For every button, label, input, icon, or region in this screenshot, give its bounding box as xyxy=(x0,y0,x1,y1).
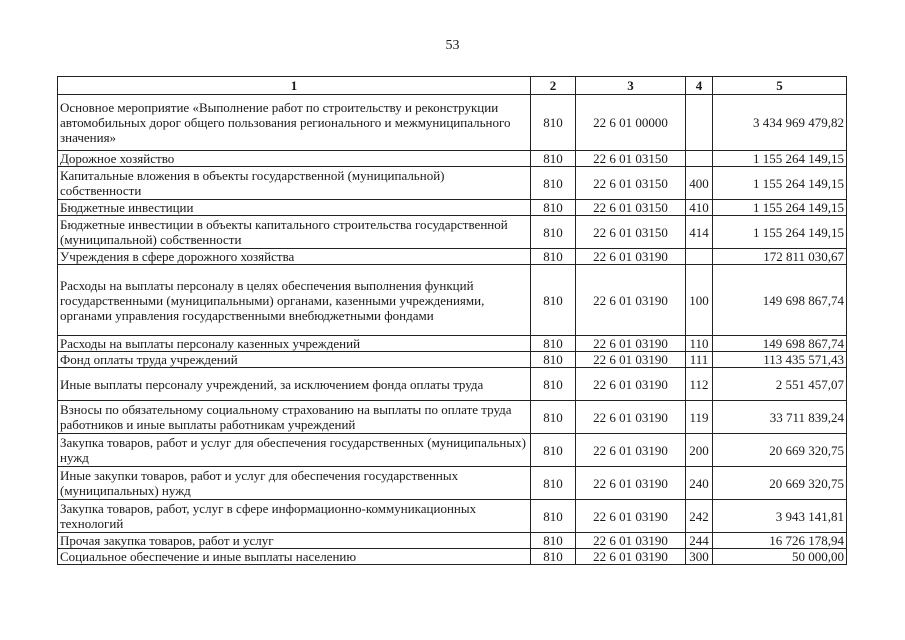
row-col2-cell: 810 xyxy=(531,249,576,265)
table-body xyxy=(58,95,847,565)
row-col3-cell: 22 6 01 03190 xyxy=(576,368,686,401)
table-row xyxy=(58,336,847,352)
row-col4-cell: 240 xyxy=(686,467,713,500)
row-col4-cell xyxy=(686,151,713,167)
row-amount-cell: 33 711 839,24 xyxy=(713,401,847,434)
row-col3-cell: 22 6 01 03190 xyxy=(576,352,686,368)
row-name-cell: Расходы на выплаты персоналу в целях обеспечения выполнения функций государственными (муниципальными) органами, казенными учреждениями, органами управления государственными внебюджетными фондами xyxy=(58,265,531,336)
row-amount-cell: 172 811 030,67 xyxy=(713,249,847,265)
row-col4-cell: 111 xyxy=(686,352,713,368)
row-col4-cell: 400 xyxy=(686,167,713,200)
row-name-cell: Дорожное хозяйство xyxy=(58,151,531,167)
row-col2-cell: 810 xyxy=(531,151,576,167)
row-amount-cell: 1 155 264 149,15 xyxy=(713,167,847,200)
row-col3-cell: 22 6 01 03150 xyxy=(576,167,686,200)
row-col2-cell: 810 xyxy=(531,401,576,434)
row-name-cell: Закупка товаров, работ и услуг для обеспечения государственных (муниципальных) нужд xyxy=(58,434,531,467)
row-col2-cell: 810 xyxy=(531,500,576,533)
row-col3-cell: 22 6 01 03190 xyxy=(576,249,686,265)
row-col3-cell: 22 6 01 03150 xyxy=(576,151,686,167)
table-row xyxy=(58,151,847,167)
row-name-cell: Расходы на выплаты персоналу казенных учреждений xyxy=(58,336,531,352)
row-col2-cell: 810 xyxy=(531,200,576,216)
row-col2-cell: 810 xyxy=(531,336,576,352)
row-col4-cell: 242 xyxy=(686,500,713,533)
table-row xyxy=(58,352,847,368)
row-col4-cell: 100 xyxy=(686,265,713,336)
table-row xyxy=(58,401,847,434)
row-col3-cell: 22 6 01 00000 xyxy=(576,95,686,151)
row-col4-cell xyxy=(686,95,713,151)
row-amount-cell: 3 434 969 479,82 xyxy=(713,95,847,151)
row-amount-cell: 50 000,00 xyxy=(713,549,847,565)
table-row xyxy=(58,500,847,533)
row-col2-cell: 810 xyxy=(531,549,576,565)
row-col3-cell: 22 6 01 03190 xyxy=(576,336,686,352)
row-amount-cell: 2 551 457,07 xyxy=(713,368,847,401)
row-name-cell: Иные закупки товаров, работ и услуг для обеспечения государственных (муниципальных) нужд xyxy=(58,467,531,500)
table-row xyxy=(58,200,847,216)
header-col-1: 1 xyxy=(58,77,531,95)
row-col3-cell: 22 6 01 03190 xyxy=(576,265,686,336)
row-col3-cell: 22 6 01 03190 xyxy=(576,549,686,565)
row-col2-cell: 810 xyxy=(531,265,576,336)
row-col3-cell: 22 6 01 03190 xyxy=(576,401,686,434)
row-amount-cell: 1 155 264 149,15 xyxy=(713,200,847,216)
table-row xyxy=(58,467,847,500)
row-amount-cell: 20 669 320,75 xyxy=(713,434,847,467)
row-col3-cell: 22 6 01 03190 xyxy=(576,500,686,533)
row-amount-cell: 113 435 571,43 xyxy=(713,352,847,368)
row-col3-cell: 22 6 01 03190 xyxy=(576,467,686,500)
row-col2-cell: 810 xyxy=(531,216,576,249)
budget-table xyxy=(57,76,847,565)
row-col2-cell: 810 xyxy=(531,167,576,200)
row-name-cell: Капитальные вложения в объекты государственной (муниципальной) собственности xyxy=(58,167,531,200)
row-name-cell: Бюджетные инвестиции xyxy=(58,200,531,216)
row-col3-cell: 22 6 01 03150 xyxy=(576,200,686,216)
row-col3-cell: 22 6 01 03190 xyxy=(576,434,686,467)
page-number: 53 xyxy=(445,38,460,53)
row-col2-cell: 810 xyxy=(531,368,576,401)
table-row xyxy=(58,265,847,336)
table-row xyxy=(58,249,847,265)
row-amount-cell: 1 155 264 149,15 xyxy=(713,151,847,167)
row-name-cell: Взносы по обязательному социальному страхованию на выплаты по оплате труда работников и иные выплаты работникам учреждений xyxy=(58,401,531,434)
table-row xyxy=(58,434,847,467)
row-name-cell: Прочая закупка товаров, работ и услуг xyxy=(58,533,531,549)
row-amount-cell: 3 943 141,81 xyxy=(713,500,847,533)
row-col4-cell: 112 xyxy=(686,368,713,401)
row-amount-cell: 16 726 178,94 xyxy=(713,533,847,549)
header-col-5: 5 xyxy=(713,77,847,95)
row-col4-cell: 119 xyxy=(686,401,713,434)
row-amount-cell: 20 669 320,75 xyxy=(713,467,847,500)
row-name-cell: Иные выплаты персоналу учреждений, за исключением фонда оплаты труда xyxy=(58,368,531,401)
row-col4-cell: 200 xyxy=(686,434,713,467)
row-col2-cell: 810 xyxy=(531,467,576,500)
row-amount-cell: 149 698 867,74 xyxy=(713,265,847,336)
header-col-3: 3 xyxy=(576,77,686,95)
row-name-cell: Бюджетные инвестиции в объекты капитального строительства государственной (муниципальной) собственности xyxy=(58,216,531,249)
row-col4-cell: 110 xyxy=(686,336,713,352)
row-col4-cell: 410 xyxy=(686,200,713,216)
row-col4-cell: 300 xyxy=(686,549,713,565)
row-col4-cell: 414 xyxy=(686,216,713,249)
row-name-cell: Учреждения в сфере дорожного хозяйства xyxy=(58,249,531,265)
row-col2-cell: 810 xyxy=(531,533,576,549)
table-row xyxy=(58,167,847,200)
header-col-2: 2 xyxy=(531,77,576,95)
header-row xyxy=(58,77,847,95)
table-row xyxy=(58,533,847,549)
row-name-cell: Фонд оплаты труда учреждений xyxy=(58,352,531,368)
row-col2-cell: 810 xyxy=(531,95,576,151)
table-row xyxy=(58,216,847,249)
row-col2-cell: 810 xyxy=(531,352,576,368)
row-amount-cell: 149 698 867,74 xyxy=(713,336,847,352)
header-col-4: 4 xyxy=(686,77,713,95)
row-amount-cell: 1 155 264 149,15 xyxy=(713,216,847,249)
row-col4-cell: 244 xyxy=(686,533,713,549)
row-name-cell: Закупка товаров, работ, услуг в сфере информационно-коммуникационных технологий xyxy=(58,500,531,533)
table-row xyxy=(58,95,847,151)
row-col3-cell: 22 6 01 03190 xyxy=(576,533,686,549)
row-name-cell: Основное мероприятие «Выполнение работ по строительству и реконструкции автомобильных дорог общего пользования регионального и межмуниципального значения» xyxy=(58,95,531,151)
table-row xyxy=(58,368,847,401)
row-name-cell: Социальное обеспечение и иные выплаты населению xyxy=(58,549,531,565)
row-col3-cell: 22 6 01 03150 xyxy=(576,216,686,249)
table-row xyxy=(58,549,847,565)
row-col4-cell xyxy=(686,249,713,265)
row-col2-cell: 810 xyxy=(531,434,576,467)
